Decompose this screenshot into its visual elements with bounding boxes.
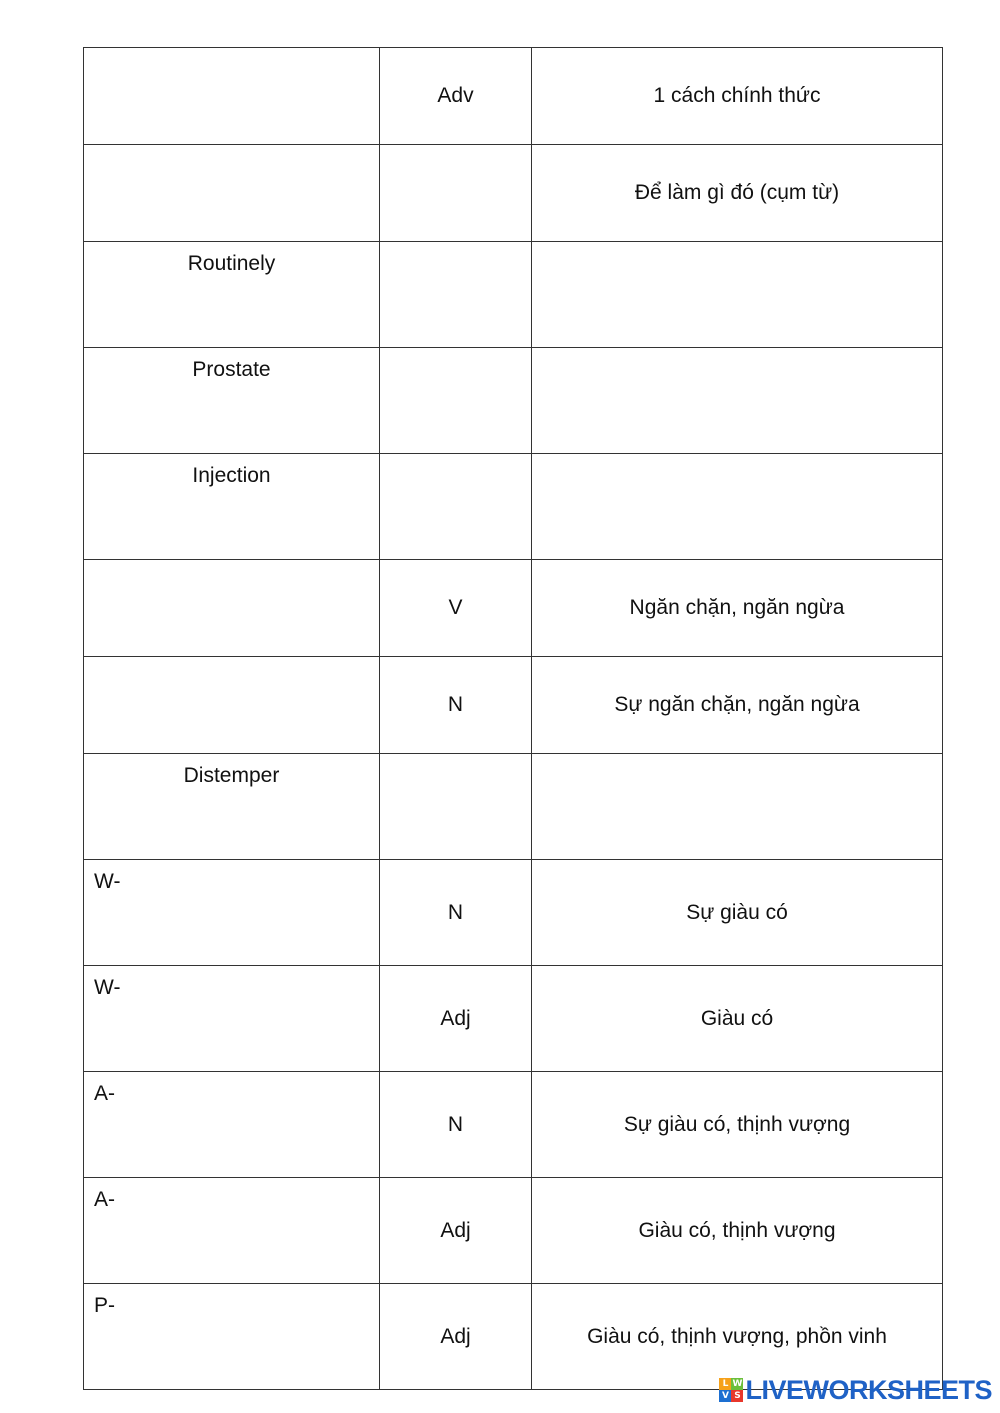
word-cell[interactable] — [84, 145, 380, 242]
table-row — [84, 242, 943, 348]
word-hint-cell[interactable]: A- — [84, 1178, 380, 1284]
word-cell[interactable] — [84, 657, 380, 754]
word-type-cell: Adj — [380, 1178, 532, 1284]
meaning-cell: Giàu có, thịnh vượng, phồn vinh — [532, 1284, 943, 1390]
word-cell[interactable] — [84, 560, 380, 657]
word-type-cell[interactable] — [380, 454, 532, 560]
meaning-cell: Giàu có — [532, 966, 943, 1072]
word-type-cell: N — [380, 657, 532, 754]
meaning-cell[interactable] — [532, 454, 943, 560]
word-type-cell[interactable] — [380, 242, 532, 348]
meaning-cell: Sự ngăn chặn, ngăn ngừa — [532, 657, 943, 754]
logo-text: LIVEWORKSHEETS — [745, 1375, 992, 1405]
table-row — [84, 657, 943, 754]
table-row — [84, 348, 943, 454]
word-type-cell: Adj — [380, 966, 532, 1072]
word-cell: Distemper — [84, 754, 380, 860]
word-type-cell: V — [380, 560, 532, 657]
meaning-cell: Để làm gì đó (cụm từ) — [532, 145, 943, 242]
table-row — [84, 1178, 943, 1284]
meaning-cell[interactable] — [532, 754, 943, 860]
word-type-cell: Adj — [380, 1284, 532, 1390]
word-type-cell[interactable] — [380, 348, 532, 454]
vocabulary-table — [83, 47, 943, 1390]
word-hint-cell[interactable]: W- — [84, 966, 380, 1072]
word-cell: Prostate — [84, 348, 380, 454]
word-hint-cell[interactable]: P- — [84, 1284, 380, 1390]
table-row — [84, 48, 943, 145]
meaning-cell: Ngăn chặn, ngăn ngừa — [532, 560, 943, 657]
table-row — [84, 560, 943, 657]
word-cell[interactable] — [84, 48, 380, 145]
table-row — [84, 454, 943, 560]
meaning-cell: Giàu có, thịnh vượng — [532, 1178, 943, 1284]
word-cell: Routinely — [84, 242, 380, 348]
meaning-cell: Sự giàu có — [532, 860, 943, 966]
liveworksheets-logo — [719, 1375, 992, 1405]
table-row — [84, 860, 943, 966]
word-hint-cell[interactable]: W- — [84, 860, 380, 966]
table-row — [84, 754, 943, 860]
table-row — [84, 1284, 943, 1390]
meaning-cell: 1 cách chính thức — [532, 48, 943, 145]
word-type-cell[interactable] — [380, 145, 532, 242]
word-hint-cell[interactable]: A- — [84, 1072, 380, 1178]
meaning-cell[interactable] — [532, 348, 943, 454]
table-row — [84, 145, 943, 242]
meaning-cell: Sự giàu có, thịnh vượng — [532, 1072, 943, 1178]
meaning-cell[interactable] — [532, 242, 943, 348]
table-row — [84, 1072, 943, 1178]
liveworksheets-logo-icon: L W V S — [719, 1378, 743, 1402]
word-type-cell[interactable] — [380, 754, 532, 860]
word-type-cell: N — [380, 1072, 532, 1178]
table-row — [84, 966, 943, 1072]
word-cell: Injection — [84, 454, 380, 560]
word-type-cell: N — [380, 860, 532, 966]
word-type-cell: Adv — [380, 48, 532, 145]
